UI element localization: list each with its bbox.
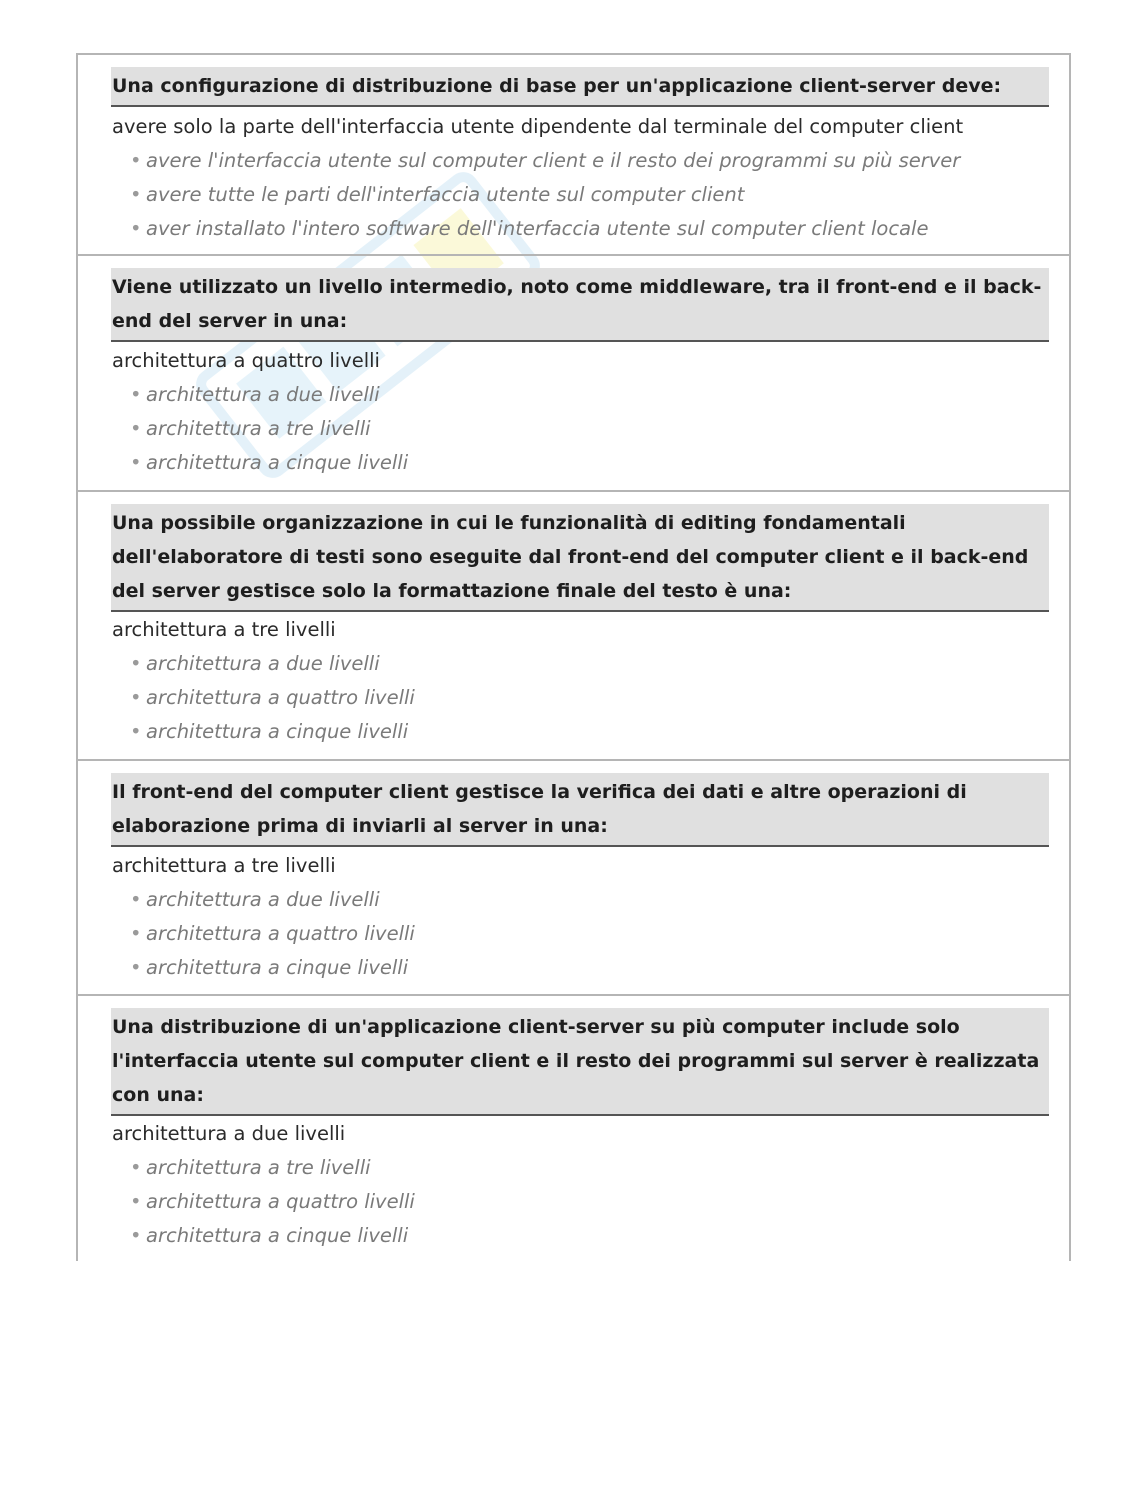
options-list	[130, 647, 415, 749]
option-text: architettura a quattro livelli	[146, 1190, 415, 1213]
correct-answer: architettura a quattro livelli	[112, 349, 380, 372]
option-text: architettura a cinque livelli	[146, 956, 409, 979]
question-prompt: Una possibile organizzazione in cui le funzionalità di editing fondamentali dell'elaboratore di testi sono eseguite dal front-end del computer client e il back-end del server gestisce solo la formattazione finale del testo è una:	[111, 504, 1049, 612]
option-text: architettura a due livelli	[146, 652, 380, 675]
option-text: architettura a quattro livelli	[146, 686, 415, 709]
list-item	[130, 1151, 415, 1185]
list-item	[130, 647, 415, 681]
options-list	[130, 1151, 415, 1253]
list-item	[130, 212, 960, 246]
option-text: aver installato l'intero software dell'interfaccia utente sul computer client locale	[146, 217, 929, 240]
bullet-icon: •	[130, 720, 142, 743]
quiz-frame	[76, 53, 1071, 1261]
question-block	[78, 256, 1069, 492]
options-list	[130, 883, 415, 985]
options-list	[130, 144, 960, 246]
bullet-icon: •	[130, 956, 142, 979]
correct-answer: architettura a due livelli	[112, 1122, 346, 1145]
bullet-icon: •	[130, 652, 142, 675]
option-text: architettura a quattro livelli	[146, 922, 415, 945]
list-item	[130, 681, 415, 715]
question-block	[78, 761, 1069, 996]
correct-answer: architettura a tre livelli	[112, 618, 336, 641]
list-item	[130, 951, 415, 985]
list-item	[130, 715, 415, 749]
question-prompt: Il front-end del computer client gestisce la verifica dei dati e altre operazioni di elaborazione prima di inviarli al server in una:	[111, 773, 1049, 847]
bullet-icon: •	[130, 417, 142, 440]
bullet-icon: •	[130, 888, 142, 911]
option-text: architettura a tre livelli	[146, 417, 371, 440]
list-item	[130, 378, 408, 412]
list-item	[130, 1219, 415, 1253]
bullet-icon: •	[130, 149, 142, 172]
option-text: architettura a cinque livelli	[146, 720, 409, 743]
list-item	[130, 917, 415, 951]
question-block	[78, 996, 1069, 1261]
list-item	[130, 412, 408, 446]
list-item	[130, 1185, 415, 1219]
option-text: architettura a due livelli	[146, 888, 380, 911]
correct-answer: avere solo la parte dell'interfaccia utente dipendente dal terminale del computer client	[112, 115, 964, 138]
option-text: architettura a cinque livelli	[146, 1224, 409, 1247]
question-block	[78, 55, 1069, 256]
option-text: avere l'interfaccia utente sul computer client e il resto dei programmi su più server	[146, 149, 961, 172]
question-prompt: Una distribuzione di un'applicazione client-server su più computer include solo l'interfaccia utente sul computer client e il resto dei programmi sul server è realizzata con una:	[111, 1008, 1049, 1116]
options-list	[130, 378, 408, 480]
bullet-icon: •	[130, 183, 142, 206]
question-block	[78, 492, 1069, 761]
list-item	[130, 446, 408, 480]
bullet-icon: •	[130, 1156, 142, 1179]
bullet-icon: •	[130, 922, 142, 945]
bullet-icon: •	[130, 1224, 142, 1247]
option-text: avere tutte le parti dell'interfaccia utente sul computer client	[146, 183, 745, 206]
list-item	[130, 144, 960, 178]
option-text: architettura a cinque livelli	[146, 451, 409, 474]
question-prompt: Una configurazione di distribuzione di base per un'applicazione client-server deve:	[111, 67, 1049, 107]
bullet-icon: •	[130, 686, 142, 709]
bullet-icon: •	[130, 383, 142, 406]
list-item	[130, 883, 415, 917]
question-prompt: Viene utilizzato un livello intermedio, noto come middleware, tra il front-end e il back-end del server in una:	[111, 268, 1049, 342]
option-text: architettura a tre livelli	[146, 1156, 371, 1179]
bullet-icon: •	[130, 217, 142, 240]
list-item	[130, 178, 960, 212]
correct-answer: architettura a tre livelli	[112, 854, 336, 877]
option-text: architettura a due livelli	[146, 383, 380, 406]
bullet-icon: •	[130, 1190, 142, 1213]
bullet-icon: •	[130, 451, 142, 474]
